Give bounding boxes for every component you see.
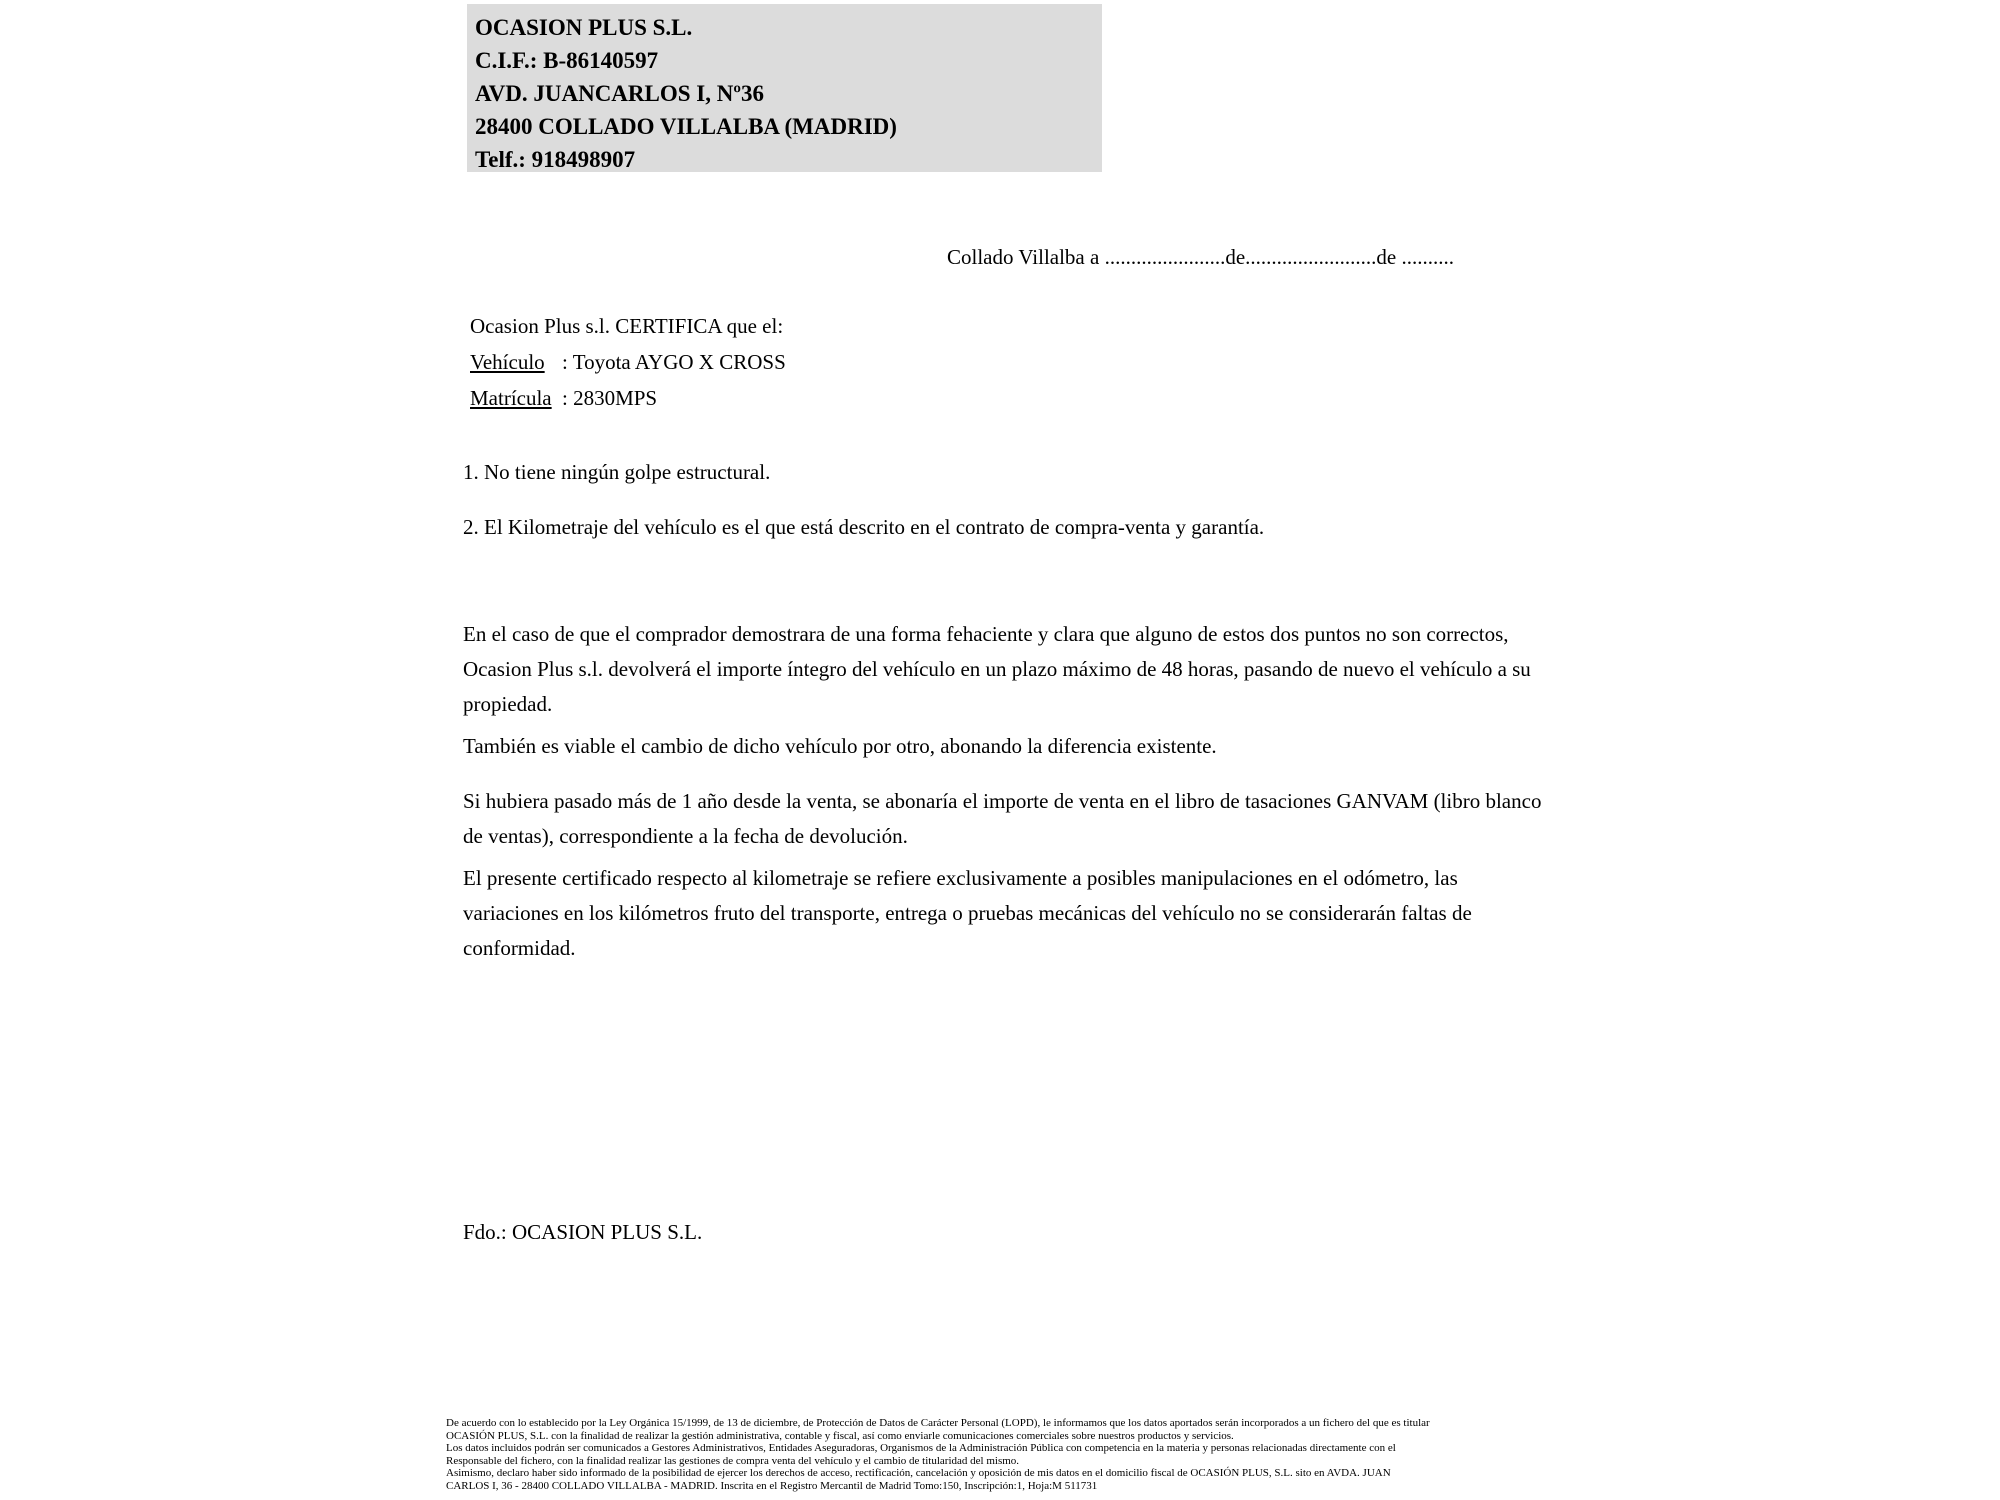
- certification-block: [470, 308, 786, 416]
- paragraph-ganvam-valuation: Si hubiera pasado más de 1 año desde la venta, se abonaría el importe de venta en el libro de tasaciones GANVAM (libro blanco de ventas), correspondiente a la fecha de devolución.: [463, 789, 1542, 848]
- paragraph-exchange-option: También es viable el cambio de dicho vehículo por otro, abonando la diferencia existente.: [463, 734, 1217, 758]
- legal-line-2: OCASIÓN PLUS, S.L. con la finalidad de realizar la gestión administrativa, contable y fiscal, así como enviarle comunicaciones comerciales sobre nuestros productos y servicios.: [446, 1429, 1234, 1442]
- certify-intro: Ocasion Plus s.l. CERTIFICA que el:: [470, 314, 784, 338]
- point-2: 2. El Kilometraje del vehículo es el que está descrito en el contrato de compra-venta y garantía.: [463, 515, 1265, 539]
- company-phone: Telf.: 918498907: [475, 147, 636, 172]
- legal-line-6: CARLOS I, 36 - 28400 COLLADO VILLALBA - MADRID. Inscrita en el Registro Mercantil de Madrid Tomo:150, Inscripción:1, Hoja:M 511731: [446, 1479, 1098, 1492]
- legal-line-4: Responsable del fichero, con la finalidad realizar las gestiones de compra venta del vehículo y el cambio de titularidad del mismo.: [446, 1454, 1020, 1467]
- paragraph-refund-policy: En el caso de que el comprador demostrara de una forma fehaciente y clara que alguno de estos dos puntos no son correctos, Ocasion Plus s.l. devolverá el importe íntegro del vehículo en un plazo máximo de 48 horas, pasando de nuevo el vehículo a su propiedad.: [463, 622, 1531, 716]
- plate-label: Matrícula: [470, 386, 552, 410]
- vehicle-label: Vehículo: [470, 350, 545, 374]
- signature-line: Fdo.: OCASION PLUS S.L.: [463, 1220, 703, 1244]
- paragraph-odometer-disclaimer: El presente certificado respecto al kilometraje se refiere exclusivamente a posibles manipulaciones en el odómetro, las variaciones en los kilómetros fruto del transporte, entrega o pruebas mecánicas del vehículo no se considerarán faltas de conformidad.: [463, 866, 1472, 960]
- date-line: Collado Villalba a .......................de.........................de ..........: [947, 245, 1454, 269]
- vehicle-value: : Toyota AYGO X CROSS: [562, 350, 786, 374]
- legal-line-5: Asimismo, declaro haber sido informado de la posibilidad de ejercer los derechos de acceso, rectificación, cancelación y oposición de mis datos en el domicilio fiscal de OCASIÓN PLUS, S.L. sito en AVDA. JUAN: [446, 1467, 1391, 1480]
- plate-row: [470, 380, 786, 416]
- company-info-block: [467, 4, 1102, 172]
- legal-line-3: Los datos incluidos podrán ser comunicados a Gestores Administrativos, Entidades Aseguradoras, Organismos de la Administración Pública con competencia en la materia y personas relacionadas directamente con el: [446, 1442, 1396, 1455]
- vehicle-row: [470, 344, 786, 380]
- plate-value: : 2830MPS: [562, 386, 658, 410]
- company-address: AVD. JUANCARLOS I, Nº36: [475, 81, 764, 106]
- company-name: OCASION PLUS S.L.: [475, 15, 693, 40]
- legal-fine-print: [446, 1417, 1556, 1493]
- company-cif: C.I.F.: B-86140597: [475, 48, 659, 73]
- point-1: 1. No tiene ningún golpe estructural.: [463, 460, 771, 484]
- company-city: 28400 COLLADO VILLALBA (MADRID): [475, 114, 897, 139]
- legal-line-1: De acuerdo con lo establecido por la Ley Orgánica 15/1999, de 13 de diciembre, de Protección de Datos de Carácter Personal (LOPD), le informamos que los datos aportados serán incorporados a un fichero del que es titular: [446, 1417, 1430, 1429]
